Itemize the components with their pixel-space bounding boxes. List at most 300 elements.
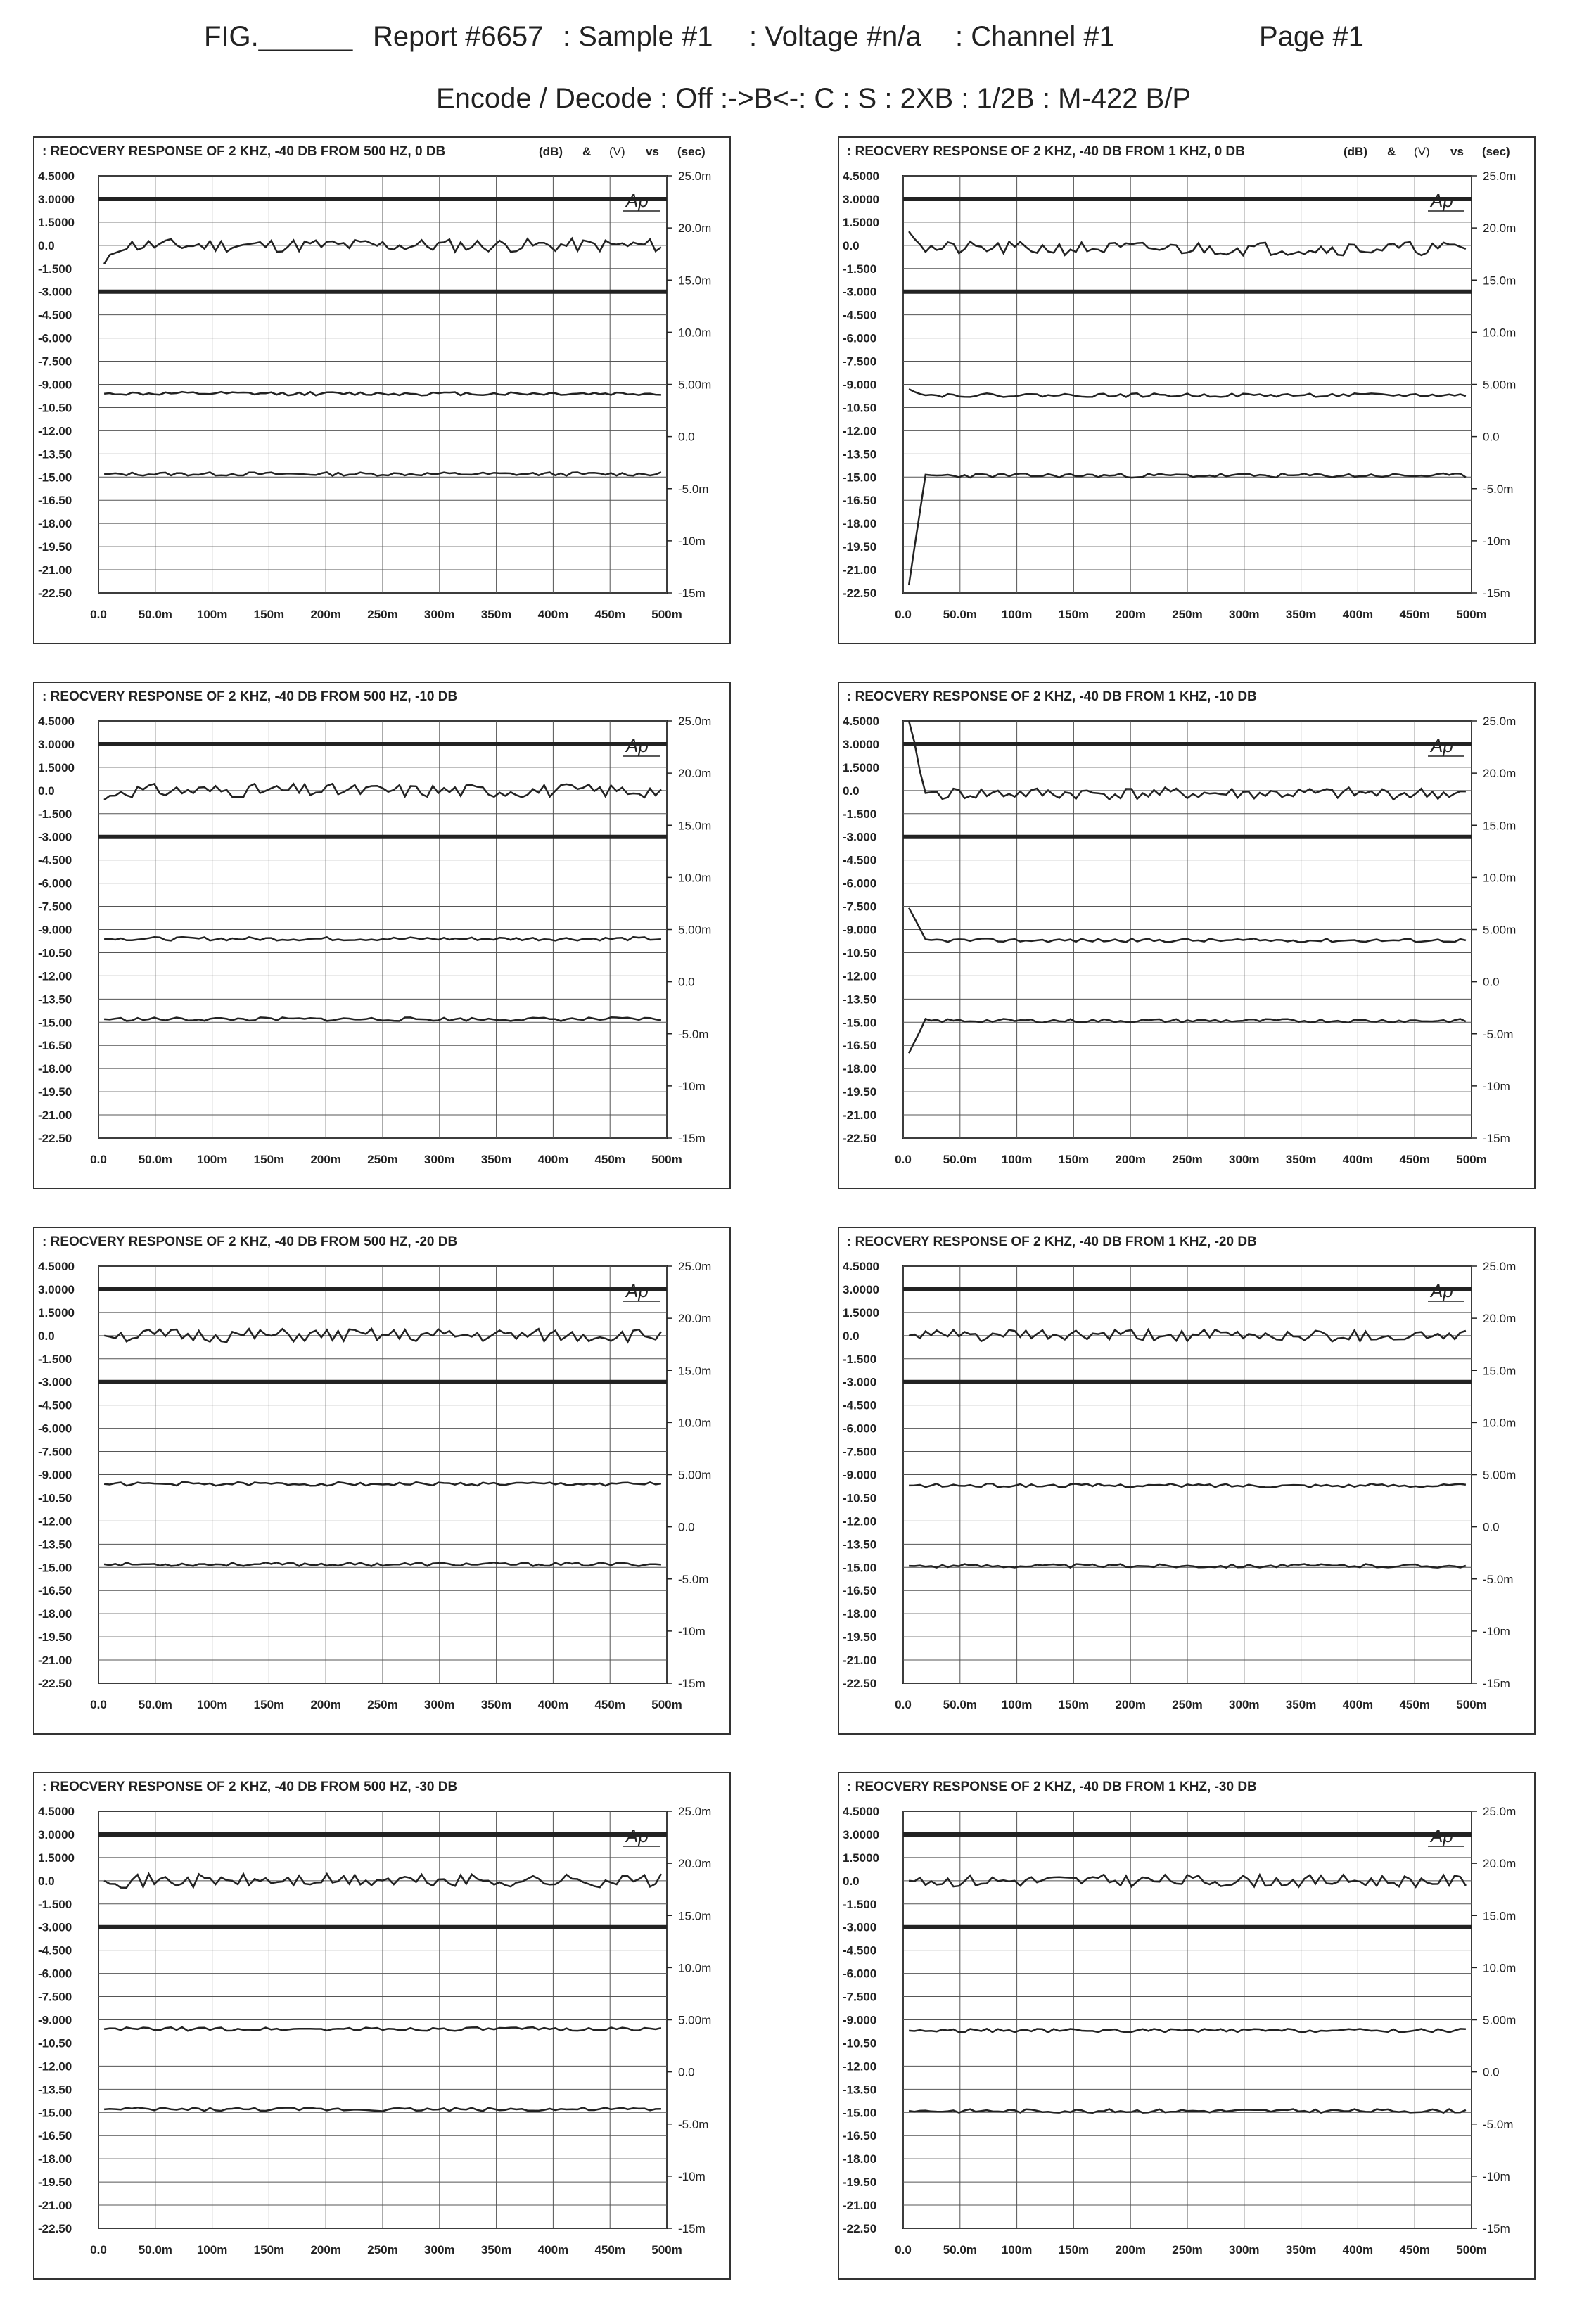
y2-tick-label: -15m xyxy=(1483,1677,1510,1690)
x-tick-label: 500m xyxy=(651,1698,682,1711)
y-tick-label: -1.500 xyxy=(38,262,72,276)
x-tick-label: 250m xyxy=(1172,1153,1203,1166)
units-vs-label: vs xyxy=(646,145,659,158)
y2-tick-label: 20.0m xyxy=(678,222,712,236)
y-tick-label: -21.00 xyxy=(843,2199,877,2213)
y-tick-label: 4.5000 xyxy=(38,170,75,183)
y-tick-label: -22.50 xyxy=(843,1677,877,1690)
x-tick-label: 250m xyxy=(367,608,398,621)
fig-label: FIG.______ xyxy=(204,21,353,52)
y-tick-label: -1.500 xyxy=(38,807,72,821)
x-tick-label: 250m xyxy=(1172,2243,1203,2256)
y-tick-label: -3.000 xyxy=(38,285,72,299)
y-tick-label: -3.000 xyxy=(843,1375,877,1389)
y-tick-label: -7.500 xyxy=(843,1990,877,2004)
y2-tick-label: 0.0 xyxy=(678,2065,695,2079)
y2-tick-label: 10.0m xyxy=(1483,1416,1517,1430)
y-tick-label: -15.00 xyxy=(843,2106,877,2120)
y-tick-label: 0.0 xyxy=(38,238,55,253)
y-tick-label: -15.00 xyxy=(38,1016,72,1030)
x-tick-label: 200m xyxy=(310,1698,341,1711)
x-tick-label: 300m xyxy=(424,2243,455,2256)
chart-panel xyxy=(34,682,730,1189)
panel-frame xyxy=(34,1227,730,1734)
x-tick-label: 500m xyxy=(1456,608,1487,621)
y2-tick-label: -10m xyxy=(1483,2169,1510,2183)
y2-tick-label: 0.0 xyxy=(1483,1520,1500,1534)
y2-tick-label: 10.0m xyxy=(678,1416,712,1430)
y2-tick-label: 10.0m xyxy=(678,871,712,885)
x-tick-label: 100m xyxy=(196,1153,228,1166)
x-tick-label: 450m xyxy=(594,1698,625,1711)
y2-tick-label: -15m xyxy=(1483,587,1510,600)
y2-tick-label: -5.0m xyxy=(678,1572,709,1586)
y2-tick-label: 20.0m xyxy=(678,1857,712,1871)
y-tick-label: -15.00 xyxy=(843,471,877,485)
x-tick-label: 300m xyxy=(424,1698,455,1711)
y-tick-label: -1.500 xyxy=(843,262,877,276)
y2-tick-label: -10m xyxy=(678,534,706,548)
chart-title: : REOCVERY RESPONSE OF 2 KHZ, -40 DB FROM 1 KHZ, -20 DB xyxy=(847,1234,1257,1249)
x-tick-label: 400m xyxy=(1342,1153,1374,1166)
y-tick-label: -21.00 xyxy=(843,563,877,577)
chart-panel xyxy=(34,1773,730,2279)
y2-tick-label: 20.0m xyxy=(678,1312,712,1326)
y2-tick-label: -5.0m xyxy=(678,1027,709,1041)
y-tick-label: -10.50 xyxy=(843,1491,877,1505)
x-tick-label: 450m xyxy=(594,2243,625,2256)
x-tick-label: 250m xyxy=(1172,608,1203,621)
y2-tick-label: 5.00m xyxy=(1483,1468,1517,1482)
y2-tick-label: -10m xyxy=(678,1079,706,1093)
y-tick-label: -9.000 xyxy=(843,923,877,937)
x-tick-label: 0.0 xyxy=(90,608,107,621)
sample-label: : Sample #1 xyxy=(563,21,713,52)
y-tick-label: -3.000 xyxy=(843,1920,877,1934)
y2-tick-label: 5.00m xyxy=(678,378,712,392)
y-tick-label: 4.5000 xyxy=(843,170,879,183)
x-tick-label: 50.0m xyxy=(943,608,977,621)
y-tick-label: -12.00 xyxy=(843,969,877,983)
x-tick-label: 250m xyxy=(367,1153,398,1166)
x-tick-label: 350m xyxy=(480,1153,512,1166)
y-tick-label: -22.50 xyxy=(843,1132,877,1145)
y-tick-label: 0.0 xyxy=(843,784,860,798)
y2-tick-label: 15.0m xyxy=(1483,819,1517,833)
x-tick-label: 350m xyxy=(1285,1153,1317,1166)
y-tick-label: -22.50 xyxy=(843,587,877,600)
y-tick-label: -6.000 xyxy=(38,1967,72,1981)
x-tick-label: 400m xyxy=(537,608,569,621)
ap-logo: Ap xyxy=(1431,735,1453,756)
x-tick-label: 50.0m xyxy=(138,1153,172,1166)
y-tick-label: -19.50 xyxy=(843,1630,877,1645)
y-tick-label: -21.00 xyxy=(38,1654,72,1668)
y-tick-label: -6.000 xyxy=(38,331,72,345)
y2-tick-label: -5.0m xyxy=(1483,482,1514,496)
y2-tick-label: 15.0m xyxy=(678,1909,712,1923)
y-tick-label: -13.50 xyxy=(38,992,72,1007)
encode-decode-line: Encode / Decode : Off :->B<-: C : S : 2XB : 1/2B : M-422 B/P xyxy=(436,83,1192,114)
y-tick-label: -6.000 xyxy=(843,1422,877,1436)
channel-label: : Channel #1 xyxy=(955,21,1115,52)
chart-title: : REOCVERY RESPONSE OF 2 KHZ, -40 DB FROM 500 HZ, -10 DB xyxy=(42,689,458,704)
x-tick-label: 100m xyxy=(1001,2243,1033,2256)
x-tick-label: 500m xyxy=(1456,1698,1487,1711)
units-amp-label: & xyxy=(582,145,592,158)
y2-tick-label: -15m xyxy=(1483,2222,1510,2235)
y2-tick-label: -15m xyxy=(678,2222,706,2235)
voltage-label: : Voltage #n/a xyxy=(749,21,921,52)
y-tick-label: -15.00 xyxy=(843,1561,877,1575)
y-tick-label: 1.5000 xyxy=(843,1305,879,1320)
y-tick-label: -19.50 xyxy=(843,2176,877,2190)
ap-logo: Ap xyxy=(626,1825,649,1846)
x-tick-label: 100m xyxy=(1001,1698,1033,1711)
y-tick-label: 0.0 xyxy=(38,1329,55,1343)
y2-tick-label: -10m xyxy=(1483,1624,1510,1638)
x-tick-label: 150m xyxy=(1058,2243,1090,2256)
x-tick-label: 200m xyxy=(1115,1153,1146,1166)
x-tick-label: 300m xyxy=(424,1153,455,1166)
y-tick-label: -13.50 xyxy=(843,2083,877,2097)
y-tick-label: -9.000 xyxy=(843,2013,877,2027)
y-tick-label: 0.0 xyxy=(38,784,55,798)
y-tick-label: -6.000 xyxy=(38,1422,72,1436)
y-tick-label: 3.0000 xyxy=(38,1282,75,1296)
ap-logo: Ap xyxy=(1431,1825,1453,1846)
y-tick-label: -10.50 xyxy=(843,946,877,960)
y-tick-label: 3.0000 xyxy=(843,737,879,751)
y-tick-label: -9.000 xyxy=(843,1468,877,1482)
y2-tick-label: 20.0m xyxy=(678,767,712,781)
y-tick-label: -19.50 xyxy=(38,2176,72,2190)
x-tick-label: 150m xyxy=(1058,1698,1090,1711)
y-tick-label: -22.50 xyxy=(38,2222,72,2235)
y2-tick-label: 0.0 xyxy=(1483,2065,1500,2079)
y-tick-label: 1.5000 xyxy=(38,1851,75,1865)
y2-tick-label: -10m xyxy=(678,2169,706,2183)
x-tick-label: 400m xyxy=(537,1153,569,1166)
y2-tick-label: -5.0m xyxy=(678,482,709,496)
y2-tick-label: 25.0m xyxy=(678,1805,712,1818)
y2-tick-label: 0.0 xyxy=(1483,975,1500,989)
y-tick-label: -4.500 xyxy=(38,1398,72,1412)
y2-tick-label: 5.00m xyxy=(678,923,712,937)
y-tick-label: -7.500 xyxy=(38,1990,72,2004)
units-db-label: (dB) xyxy=(539,145,563,158)
y-tick-label: -1.500 xyxy=(843,807,877,821)
y2-tick-label: -15m xyxy=(1483,1132,1510,1145)
x-tick-label: 150m xyxy=(253,608,285,621)
chart-title: : REOCVERY RESPONSE OF 2 KHZ, -40 DB FROM 1 KHZ, -10 DB xyxy=(847,689,1257,704)
x-tick-label: 500m xyxy=(651,2243,682,2256)
x-tick-label: 0.0 xyxy=(895,1153,912,1166)
y-tick-label: -15.00 xyxy=(843,1016,877,1030)
x-tick-label: 450m xyxy=(1399,608,1430,621)
y-tick-label: 1.5000 xyxy=(843,215,879,229)
y2-tick-label: -5.0m xyxy=(1483,1572,1514,1586)
y-tick-label: -16.50 xyxy=(38,1584,72,1598)
x-tick-label: 450m xyxy=(1399,1698,1430,1711)
y-tick-label: -22.50 xyxy=(38,1677,72,1690)
units-sec-label: (sec) xyxy=(1482,145,1510,158)
y-tick-label: -13.50 xyxy=(38,2083,72,2097)
page-number: Page #1 xyxy=(1259,21,1365,52)
y-tick-label: -10.50 xyxy=(843,2036,877,2050)
y-tick-label: -13.50 xyxy=(38,447,72,461)
y-tick-label: -18.00 xyxy=(843,2152,877,2166)
y-tick-label: -18.00 xyxy=(843,517,877,531)
panel-frame xyxy=(34,1773,730,2279)
x-tick-label: 250m xyxy=(367,1698,398,1711)
y-tick-label: -12.00 xyxy=(843,1514,877,1528)
y-tick-label: 1.5000 xyxy=(38,760,75,774)
y-tick-label: -1.500 xyxy=(843,1352,877,1366)
y-tick-label: -3.000 xyxy=(843,830,877,844)
x-tick-label: 150m xyxy=(1058,1153,1090,1166)
y-tick-label: -4.500 xyxy=(38,853,72,867)
x-tick-label: 350m xyxy=(480,1698,512,1711)
panel-frame xyxy=(838,682,1535,1189)
x-tick-label: 100m xyxy=(1001,608,1033,621)
y-tick-label: -21.00 xyxy=(843,1109,877,1123)
y2-tick-label: 25.0m xyxy=(1483,1260,1517,1273)
x-tick-label: 150m xyxy=(253,1153,285,1166)
x-tick-label: 0.0 xyxy=(90,1153,107,1166)
x-tick-label: 500m xyxy=(651,608,682,621)
y-tick-label: -12.00 xyxy=(38,969,72,983)
y-tick-label: -13.50 xyxy=(843,447,877,461)
x-tick-label: 200m xyxy=(1115,1698,1146,1711)
y2-tick-label: 10.0m xyxy=(1483,871,1517,885)
y2-tick-label: 25.0m xyxy=(678,1260,712,1273)
y2-tick-label: 5.00m xyxy=(1483,2013,1517,2027)
y-tick-label: -4.500 xyxy=(38,1943,72,1958)
x-tick-label: 50.0m xyxy=(138,2243,172,2256)
y2-tick-label: -15m xyxy=(678,1132,706,1145)
y2-tick-label: 5.00m xyxy=(1483,923,1517,937)
y-tick-label: -6.000 xyxy=(843,876,877,890)
y-tick-label: -21.00 xyxy=(843,1654,877,1668)
y-tick-label: 4.5000 xyxy=(843,1260,879,1273)
y2-tick-label: 15.0m xyxy=(678,274,712,288)
y2-tick-label: 0.0 xyxy=(1483,430,1500,444)
y-tick-label: 3.0000 xyxy=(843,1827,879,1841)
x-tick-label: 500m xyxy=(1456,2243,1487,2256)
ap-logo: Ap xyxy=(1431,1280,1453,1301)
chart-title: : REOCVERY RESPONSE OF 2 KHZ, -40 DB FROM 1 KHZ, -30 DB xyxy=(847,1780,1257,1794)
y2-tick-label: -15m xyxy=(678,587,706,600)
units-amp-label: & xyxy=(1387,145,1396,158)
y2-tick-label: 5.00m xyxy=(678,1468,712,1482)
y-tick-label: -1.500 xyxy=(38,1897,72,1911)
x-tick-label: 400m xyxy=(1342,608,1374,621)
y2-tick-label: -5.0m xyxy=(1483,1027,1514,1041)
y-tick-label: -19.50 xyxy=(843,1085,877,1099)
x-tick-label: 200m xyxy=(1115,2243,1146,2256)
y2-tick-label: -10m xyxy=(678,1624,706,1638)
panel-frame xyxy=(34,137,730,644)
x-tick-label: 350m xyxy=(1285,1698,1317,1711)
y-tick-label: -1.500 xyxy=(843,1897,877,1911)
y-tick-label: -4.500 xyxy=(843,1398,877,1412)
x-tick-label: 0.0 xyxy=(895,1698,912,1711)
y-tick-label: -9.000 xyxy=(843,378,877,392)
chart-title: : REOCVERY RESPONSE OF 2 KHZ, -40 DB FROM 500 HZ, 0 DB xyxy=(42,144,446,159)
y-tick-label: -4.500 xyxy=(843,308,877,322)
y-tick-label: -12.00 xyxy=(38,424,72,438)
x-tick-label: 400m xyxy=(537,2243,569,2256)
x-tick-label: 200m xyxy=(310,2243,341,2256)
y-tick-label: -9.000 xyxy=(38,1468,72,1482)
y-tick-label: -10.50 xyxy=(38,401,72,415)
y-tick-label: -15.00 xyxy=(38,1561,72,1575)
y-tick-label: 3.0000 xyxy=(38,192,75,206)
y-tick-label: -22.50 xyxy=(843,2222,877,2235)
ap-logo: Ap xyxy=(626,190,649,211)
y-tick-label: 3.0000 xyxy=(843,192,879,206)
y-tick-label: -18.00 xyxy=(38,517,72,531)
y-tick-label: -18.00 xyxy=(38,2152,72,2166)
y-tick-label: -19.50 xyxy=(843,540,877,554)
y-tick-label: 4.5000 xyxy=(38,1260,75,1273)
x-tick-label: 250m xyxy=(1172,1698,1203,1711)
y-tick-label: -19.50 xyxy=(38,540,72,554)
y-tick-label: -21.00 xyxy=(38,2199,72,2213)
y2-tick-label: -10m xyxy=(1483,534,1510,548)
y-tick-label: -19.50 xyxy=(38,1085,72,1099)
y-tick-label: -15.00 xyxy=(38,471,72,485)
y-tick-label: -3.000 xyxy=(38,1375,72,1389)
x-tick-label: 0.0 xyxy=(90,2243,107,2256)
chart-panel xyxy=(838,682,1535,1189)
y-tick-label: -18.00 xyxy=(38,1607,72,1621)
y-tick-label: -6.000 xyxy=(843,331,877,345)
y-tick-label: 3.0000 xyxy=(38,737,75,751)
y-tick-label: -4.500 xyxy=(843,1943,877,1958)
y-tick-label: 1.5000 xyxy=(843,760,879,774)
y-tick-label: -7.500 xyxy=(38,900,72,914)
y2-tick-label: 15.0m xyxy=(678,819,712,833)
y2-tick-label: -15m xyxy=(678,1677,706,1690)
chart-title: : REOCVERY RESPONSE OF 2 KHZ, -40 DB FROM 1 KHZ, 0 DB xyxy=(847,144,1245,159)
y2-tick-label: 25.0m xyxy=(678,170,712,183)
x-tick-label: 450m xyxy=(594,1153,625,1166)
y2-tick-label: 0.0 xyxy=(678,430,695,444)
y-tick-label: -16.50 xyxy=(843,494,877,508)
x-tick-label: 150m xyxy=(253,2243,285,2256)
y-tick-label: 4.5000 xyxy=(843,715,879,728)
y2-tick-label: 10.0m xyxy=(1483,1961,1517,1975)
y-tick-label: -21.00 xyxy=(38,1109,72,1123)
y-tick-label: -7.500 xyxy=(38,1445,72,1459)
y-tick-label: -3.000 xyxy=(843,285,877,299)
y2-tick-label: -5.0m xyxy=(678,2117,709,2131)
y-tick-label: -1.500 xyxy=(38,1352,72,1366)
x-tick-label: 200m xyxy=(1115,608,1146,621)
y-tick-label: -16.50 xyxy=(843,2129,877,2143)
y-tick-label: -16.50 xyxy=(38,494,72,508)
y2-tick-label: 15.0m xyxy=(678,1364,712,1378)
y-tick-label: -18.00 xyxy=(843,1062,877,1076)
report-number: Report #6657 xyxy=(373,21,544,52)
chart-panel xyxy=(34,137,730,644)
x-tick-label: 50.0m xyxy=(943,1153,977,1166)
y2-tick-label: 5.00m xyxy=(678,2013,712,2027)
chart-panel xyxy=(838,1227,1535,1734)
y-tick-label: 4.5000 xyxy=(38,715,75,728)
units-db-label: (dB) xyxy=(1344,145,1367,158)
x-tick-label: 100m xyxy=(1001,1153,1033,1166)
x-tick-label: 450m xyxy=(594,608,625,621)
y-tick-label: -4.500 xyxy=(843,853,877,867)
y-tick-label: 4.5000 xyxy=(843,1805,879,1818)
y-tick-label: -12.00 xyxy=(843,2060,877,2074)
panel-frame xyxy=(34,682,730,1189)
x-tick-label: 200m xyxy=(310,1153,341,1166)
y2-tick-label: 10.0m xyxy=(678,1961,712,1975)
x-tick-label: 0.0 xyxy=(895,608,912,621)
y-tick-label: 1.5000 xyxy=(38,215,75,229)
y2-tick-label: 20.0m xyxy=(1483,1312,1517,1326)
y-tick-label: -6.000 xyxy=(38,876,72,890)
y2-tick-label: 10.0m xyxy=(1483,326,1517,340)
y-tick-label: -9.000 xyxy=(38,2013,72,2027)
y-tick-label: -16.50 xyxy=(38,1039,72,1053)
y-tick-label: -18.00 xyxy=(38,1062,72,1076)
x-tick-label: 500m xyxy=(1456,1153,1487,1166)
panel-frame xyxy=(838,137,1535,644)
x-tick-label: 50.0m xyxy=(138,608,172,621)
y-tick-label: 0.0 xyxy=(843,238,860,253)
x-tick-label: 400m xyxy=(1342,2243,1374,2256)
y-tick-label: 0.0 xyxy=(843,1329,860,1343)
y-tick-label: -16.50 xyxy=(843,1584,877,1598)
x-tick-label: 350m xyxy=(1285,2243,1317,2256)
y-tick-label: -22.50 xyxy=(38,1132,72,1145)
y2-tick-label: 20.0m xyxy=(1483,767,1517,781)
y-tick-label: -15.00 xyxy=(38,2106,72,2120)
y-tick-label: 3.0000 xyxy=(843,1282,879,1296)
y-tick-label: -10.50 xyxy=(38,946,72,960)
y-tick-label: -22.50 xyxy=(38,587,72,600)
x-tick-label: 100m xyxy=(196,1698,228,1711)
units-vs-label: vs xyxy=(1450,145,1464,158)
chart-panel xyxy=(838,1773,1535,2279)
x-tick-label: 350m xyxy=(1285,608,1317,621)
chart-panel xyxy=(34,1227,730,1734)
x-tick-label: 300m xyxy=(1229,1153,1260,1166)
y2-tick-label: 25.0m xyxy=(1483,715,1517,728)
y2-tick-label: 0.0 xyxy=(678,975,695,989)
x-tick-label: 150m xyxy=(1058,608,1090,621)
y2-tick-label: 25.0m xyxy=(1483,1805,1517,1818)
y-tick-label: -9.000 xyxy=(38,923,72,937)
y-tick-label: -7.500 xyxy=(843,900,877,914)
x-tick-label: 400m xyxy=(1342,1698,1374,1711)
y2-tick-label: 0.0 xyxy=(678,1520,695,1534)
panel-frame xyxy=(838,1773,1535,2279)
y-tick-label: -6.000 xyxy=(843,1967,877,1981)
y2-tick-label: 10.0m xyxy=(678,326,712,340)
y-tick-label: 1.5000 xyxy=(38,1305,75,1320)
x-tick-label: 400m xyxy=(537,1698,569,1711)
x-tick-label: 500m xyxy=(651,1153,682,1166)
y2-tick-label: 20.0m xyxy=(1483,222,1517,236)
panel-frame xyxy=(838,1227,1535,1734)
y-tick-label: -13.50 xyxy=(38,1538,72,1552)
